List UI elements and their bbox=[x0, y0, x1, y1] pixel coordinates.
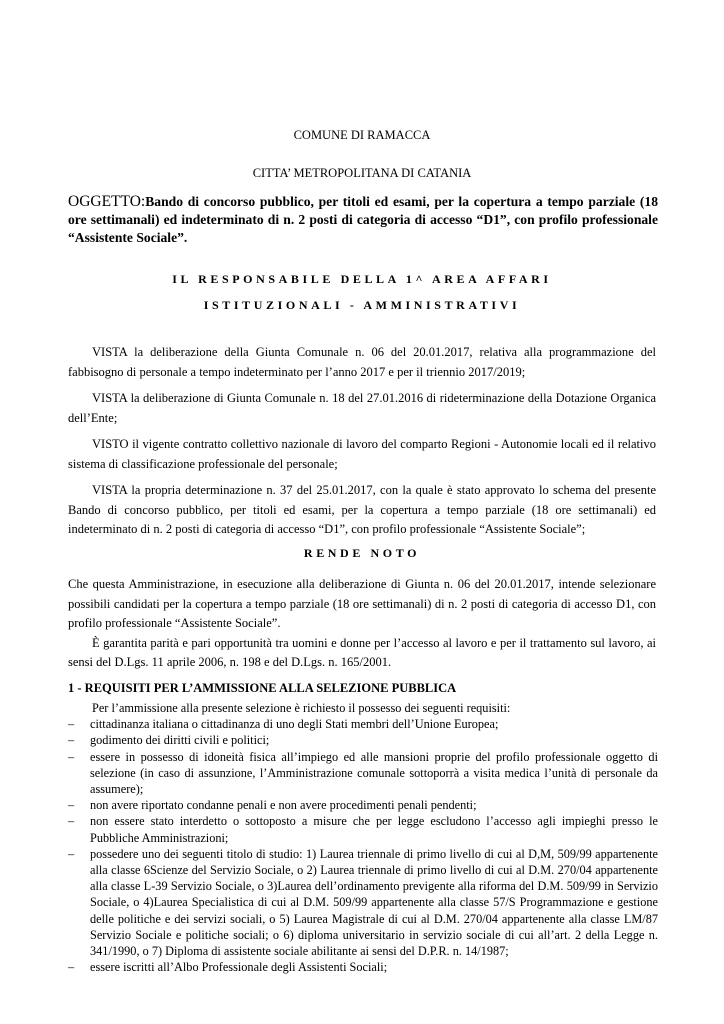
requisiti-list bbox=[68, 716, 658, 975]
section-1-title: 1 - REQUISITI PER L’AMMISSIONE ALLA SELEZIONE PUBBLICA bbox=[68, 681, 457, 695]
requisito-text: essere in possesso di idoneità fisica all’impiego ed alle mansioni proprie del profilo professionale oggetto di selezione (in caso di assunzione, l’Amministrazione comunale sottoporrà a visita medica l’unità di personale da assumere); bbox=[90, 749, 658, 797]
premessa-paragraph: VISTA la deliberazione di Giunta Comunale n. 18 del 27.01.2016 di rideterminazione della Dotazione Organica dell’Ente; bbox=[68, 391, 656, 425]
dash-bullet: – bbox=[68, 798, 75, 813]
requisiti-section bbox=[68, 700, 658, 975]
corpo-paragraph: Che questa Amministrazione, in esecuzione alla deliberazione di Giunta n. 06 del 20.01.2017, intende selezionare possibili candidati per la copertura a tempo parziale (18 ore settimanali) di n. 2 posti di categoria di accesso D1, con profilo professionale “Assistente Sociale”. bbox=[68, 577, 656, 630]
corpo-paragraph: È garantita parità e pari opportunità tra uomini e donne per l’accesso al lavoro e per il trattamento sul lavoro, ai sensi del D.Lgs. 11 aprile 2006, n. 198 e del D.Lgs. n. 165/2001. bbox=[68, 635, 656, 669]
dash-bullet: – bbox=[68, 814, 75, 829]
premessa-paragraph: VISTA la propria determinazione n. 37 del 25.01.2017, con la quale è stato approvato lo schema del presente Bando di concorso pubblico, per titoli ed esami, per la copertura a tempo parziale (18 ore settimanali) ed indeterminato di n. 2 posti di categoria di accesso “D1”, con profilo professionale “Assistente Sociale”; bbox=[68, 483, 656, 536]
requisiti-intro: Per l’ammissione alla presente selezione è richiesto il possesso dei seguenti requisiti: bbox=[92, 701, 511, 715]
list-item bbox=[68, 797, 658, 813]
requisito-text: non avere riportato condanne penali e non avere procedimenti penali pendenti; bbox=[90, 798, 477, 813]
dash-bullet: – bbox=[68, 960, 75, 975]
citta-heading: CITTA’ METROPOLITANA DI CATANIA bbox=[252, 166, 472, 180]
list-item bbox=[68, 813, 658, 845]
dash-bullet: – bbox=[68, 749, 75, 764]
premessa-paragraph: VISTA la deliberazione della Giunta Comunale n. 06 del 20.01.2017, relativa alla programmazione del fabbisogno di personale a tempo indeterminato per l’anno 2017 e per il triennio 2017/2019; bbox=[68, 345, 656, 379]
oggetto-text: Bando di concorso pubblico, per titoli ed esami, per la copertura a tempo parziale (18 ore settimanali) ed indeterminato di n. 2 posti di categoria di accesso “D1”, con profilo professionale “Assistente Sociale”. bbox=[68, 194, 658, 245]
corpo-section bbox=[68, 575, 656, 673]
rende-noto-heading: RENDE NOTO bbox=[303, 546, 421, 560]
requisito-text: essere iscritti all’Albo Professionale degli Assistenti Sociali; bbox=[90, 960, 388, 975]
dash-bullet: – bbox=[68, 733, 75, 748]
oggetto-block bbox=[68, 193, 658, 247]
oggetto-label: OGGETTO: bbox=[68, 193, 146, 210]
requisito-text: possedere uno dei seguenti titolo di studio: 1) Laurea triennale di primo livello di cui al D,M, 509/99 appartenente alla classe 6Scienze del Servizio Sociale, o 2) Laurea triennale di primo livello di cui al D.M. 270/04 appartenente alla classe L-39 Servizio Sociale, o 3)Laurea dell’ordinamento previgente alla riforma del D.M. 509/99 in Servizio Sociale, o 4)Laurea Specialistica di cui al D.M. 509/99 appartenente alla classe 57/S Programmazione e gestione delle politiche e dei servizi sociali, o 5) Laurea Magistrale di cui al D.M. 270/04 appartenente alla classe LM/87 Servizio Sociale e politiche sociali; o 6) diploma universitario in servizio sociale di cui all’art. 2 della Legge n. 341/1990, o 7) Diploma di assistente sociale abilitante ai sensi del D.P.R. n. 14/1987; bbox=[90, 846, 658, 959]
premesse-section bbox=[68, 343, 656, 547]
list-item bbox=[68, 749, 658, 798]
dash-bullet: – bbox=[68, 846, 75, 861]
list-item bbox=[68, 716, 658, 732]
premessa-paragraph: VISTO il vigente contratto collettivo nazionale di lavoro del comparto Regioni - Autonomie locali ed il relativo sistema di classificazione professionale del personale; bbox=[68, 437, 656, 471]
dash-bullet: – bbox=[68, 717, 75, 732]
requisito-text: non essere stato interdetto o sottoposto a misure che per legge escludono l’accesso agli impieghi presso le Pubbliche Amministrazioni; bbox=[90, 814, 658, 845]
list-item bbox=[68, 846, 658, 959]
list-item bbox=[68, 959, 658, 975]
comune-heading: COMUNE DI RAMACCA bbox=[293, 128, 431, 142]
list-item bbox=[68, 732, 658, 748]
responsabile-line-2: ISTITUZIONALI - AMMINISTRATIVI bbox=[203, 298, 521, 312]
responsabile-line-1: IL RESPONSABILE DELLA 1^ AREA AFFARI bbox=[172, 272, 552, 286]
requisito-text: cittadinanza italiana o cittadinanza di uno degli Stati membri dell’Unione Europea; bbox=[90, 717, 499, 732]
requisito-text: godimento dei diritti civili e politici; bbox=[90, 733, 270, 748]
